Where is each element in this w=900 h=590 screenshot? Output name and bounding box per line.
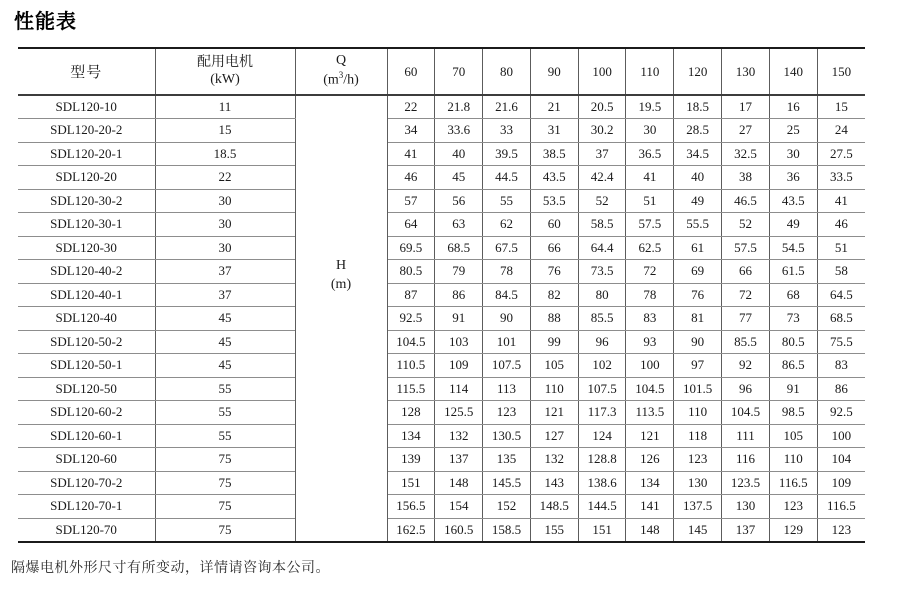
head-value-cell-q70: 45 bbox=[435, 166, 483, 190]
head-value-cell-q140: 129 bbox=[769, 518, 817, 542]
performance-table-body bbox=[18, 95, 865, 542]
head-value-cell-q80: 21.6 bbox=[483, 95, 531, 119]
head-value-cell-q100: 30.2 bbox=[578, 119, 626, 143]
head-value-cell-q100: 117.3 bbox=[578, 401, 626, 425]
head-value-cell-q70: 21.8 bbox=[435, 95, 483, 119]
head-value-cell-q70: 132 bbox=[435, 424, 483, 448]
header-row bbox=[18, 48, 865, 95]
head-value-cell-q80: 55 bbox=[483, 189, 531, 213]
head-value-cell-q130: 32.5 bbox=[722, 142, 770, 166]
head-value-cell-q90: 127 bbox=[530, 424, 578, 448]
head-value-cell-q80: 107.5 bbox=[483, 354, 531, 378]
head-value-cell-q110: 62.5 bbox=[626, 236, 674, 260]
head-value-cell-q70: 56 bbox=[435, 189, 483, 213]
head-value-cell-q140: 105 bbox=[769, 424, 817, 448]
head-value-cell-q130: 85.5 bbox=[722, 330, 770, 354]
head-value-cell-q120: 61 bbox=[674, 236, 722, 260]
head-value-cell-q110: 104.5 bbox=[626, 377, 674, 401]
head-value-cell-q80: 123 bbox=[483, 401, 531, 425]
head-value-cell-q110: 134 bbox=[626, 471, 674, 495]
head-value-cell-q120: 55.5 bbox=[674, 213, 722, 237]
head-value-cell-q70: 109 bbox=[435, 354, 483, 378]
head-value-cell-q100: 102 bbox=[578, 354, 626, 378]
head-value-cell-q130: 130 bbox=[722, 495, 770, 519]
head-value-cell-q80: 67.5 bbox=[483, 236, 531, 260]
head-value-cell-q120: 81 bbox=[674, 307, 722, 331]
page-title: 性能表 bbox=[14, 11, 77, 33]
head-value-cell-q150: 68.5 bbox=[817, 307, 865, 331]
head-value-cell-q130: 17 bbox=[722, 95, 770, 119]
head-value-cell-q130: 66 bbox=[722, 260, 770, 284]
head-value-cell-q130: 46.5 bbox=[722, 189, 770, 213]
head-value-cell-q120: 145 bbox=[674, 518, 722, 542]
motor-kw-cell: 45 bbox=[155, 307, 295, 331]
head-value-cell-q120: 110 bbox=[674, 401, 722, 425]
head-value-cell-q140: 36 bbox=[769, 166, 817, 190]
head-value-cell-q70: 33.6 bbox=[435, 119, 483, 143]
head-value-cell-q110: 141 bbox=[626, 495, 674, 519]
head-value-cell-q130: 38 bbox=[722, 166, 770, 190]
motor-kw-cell: 75 bbox=[155, 495, 295, 519]
head-value-cell-q150: 100 bbox=[817, 424, 865, 448]
head-value-cell-q90: 99 bbox=[530, 330, 578, 354]
head-value-cell-q90: 143 bbox=[530, 471, 578, 495]
head-value-cell-q60: 104.5 bbox=[387, 330, 435, 354]
motor-kw-cell: 11 bbox=[155, 95, 295, 119]
motor-label-line2: (kW) bbox=[210, 71, 240, 87]
head-value-cell-q60: 115.5 bbox=[387, 377, 435, 401]
head-value-cell-q140: 54.5 bbox=[769, 236, 817, 260]
head-value-cell-q70: 154 bbox=[435, 495, 483, 519]
head-value-cell-q100: 42.4 bbox=[578, 166, 626, 190]
head-value-cell-q130: 27 bbox=[722, 119, 770, 143]
head-value-cell-q80: 39.5 bbox=[483, 142, 531, 166]
motor-label-line1: 配用电机 bbox=[197, 54, 253, 70]
head-value-cell-q70: 160.5 bbox=[435, 518, 483, 542]
head-value-cell-q110: 41 bbox=[626, 166, 674, 190]
head-value-cell-q120: 40 bbox=[674, 166, 722, 190]
head-value-cell-q90: 155 bbox=[530, 518, 578, 542]
head-value-cell-q100: 37 bbox=[578, 142, 626, 166]
head-value-cell-q150: 92.5 bbox=[817, 401, 865, 425]
model-cell: SDL120-20-1 bbox=[18, 142, 155, 166]
head-value-cell-q90: 148.5 bbox=[530, 495, 578, 519]
column-header-flow-110: 110 bbox=[626, 48, 674, 95]
head-value-cell-q60: 57 bbox=[387, 189, 435, 213]
head-value-cell-q130: 52 bbox=[722, 213, 770, 237]
head-value-cell-q60: 46 bbox=[387, 166, 435, 190]
model-cell: SDL120-10 bbox=[18, 95, 155, 119]
model-cell: SDL120-40-2 bbox=[18, 260, 155, 284]
head-value-cell-q70: 148 bbox=[435, 471, 483, 495]
head-value-cell-q110: 121 bbox=[626, 424, 674, 448]
head-value-cell-q150: 58 bbox=[817, 260, 865, 284]
head-value-cell-q60: 151 bbox=[387, 471, 435, 495]
head-value-cell-q140: 49 bbox=[769, 213, 817, 237]
motor-kw-cell: 45 bbox=[155, 330, 295, 354]
head-value-cell-q130: 104.5 bbox=[722, 401, 770, 425]
head-value-cell-q90: 121 bbox=[530, 401, 578, 425]
head-value-cell-q90: 60 bbox=[530, 213, 578, 237]
head-value-cell-q110: 57.5 bbox=[626, 213, 674, 237]
table-row bbox=[18, 448, 865, 472]
head-value-cell-q100: 138.6 bbox=[578, 471, 626, 495]
head-value-cell-q60: 92.5 bbox=[387, 307, 435, 331]
head-value-cell-q100: 58.5 bbox=[578, 213, 626, 237]
head-value-cell-q140: 98.5 bbox=[769, 401, 817, 425]
head-value-cell-q150: 86 bbox=[817, 377, 865, 401]
model-cell: SDL120-50 bbox=[18, 377, 155, 401]
head-value-cell-q150: 15 bbox=[817, 95, 865, 119]
table-row bbox=[18, 471, 865, 495]
head-value-cell-q130: 116 bbox=[722, 448, 770, 472]
head-value-cell-q80: 113 bbox=[483, 377, 531, 401]
head-value-cell-q90: 105 bbox=[530, 354, 578, 378]
model-cell: SDL120-60-2 bbox=[18, 401, 155, 425]
model-cell: SDL120-40-1 bbox=[18, 283, 155, 307]
head-value-cell-q140: 25 bbox=[769, 119, 817, 143]
motor-kw-cell: 15 bbox=[155, 119, 295, 143]
head-value-cell-q90: 82 bbox=[530, 283, 578, 307]
head-value-cell-q100: 64.4 bbox=[578, 236, 626, 260]
head-value-cell-q60: 87 bbox=[387, 283, 435, 307]
head-value-cell-q90: 76 bbox=[530, 260, 578, 284]
head-value-cell-q90: 43.5 bbox=[530, 166, 578, 190]
head-value-cell-q60: 80.5 bbox=[387, 260, 435, 284]
head-value-cell-q110: 148 bbox=[626, 518, 674, 542]
column-header-flow-q bbox=[295, 48, 387, 95]
head-value-cell-q140: 91 bbox=[769, 377, 817, 401]
table-row bbox=[18, 307, 865, 331]
head-value-cell-q90: 21 bbox=[530, 95, 578, 119]
head-meters-merged-cell: H (m) bbox=[295, 95, 387, 542]
column-header-flow-130: 130 bbox=[722, 48, 770, 95]
head-value-cell-q150: 83 bbox=[817, 354, 865, 378]
model-cell: SDL120-60 bbox=[18, 448, 155, 472]
head-value-cell-q70: 79 bbox=[435, 260, 483, 284]
head-value-cell-q90: 110 bbox=[530, 377, 578, 401]
head-value-cell-q120: 69 bbox=[674, 260, 722, 284]
motor-kw-cell: 37 bbox=[155, 260, 295, 284]
motor-kw-cell: 30 bbox=[155, 236, 295, 260]
head-value-cell-q100: 85.5 bbox=[578, 307, 626, 331]
column-header-flow-150: 150 bbox=[817, 48, 865, 95]
head-value-cell-q120: 118 bbox=[674, 424, 722, 448]
head-value-cell-q150: 33.5 bbox=[817, 166, 865, 190]
head-value-cell-q120: 76 bbox=[674, 283, 722, 307]
head-value-cell-q120: 49 bbox=[674, 189, 722, 213]
table-row bbox=[18, 518, 865, 542]
head-value-cell-q90: 31 bbox=[530, 119, 578, 143]
head-value-cell-q130: 57.5 bbox=[722, 236, 770, 260]
head-value-cell-q130: 92 bbox=[722, 354, 770, 378]
table-row bbox=[18, 142, 865, 166]
head-value-cell-q100: 20.5 bbox=[578, 95, 626, 119]
table-row bbox=[18, 213, 865, 237]
motor-kw-cell: 55 bbox=[155, 401, 295, 425]
model-cell: SDL120-20 bbox=[18, 166, 155, 190]
head-value-cell-q100: 151 bbox=[578, 518, 626, 542]
head-value-cell-q150: 64.5 bbox=[817, 283, 865, 307]
head-value-cell-q150: 123 bbox=[817, 518, 865, 542]
head-value-cell-q80: 135 bbox=[483, 448, 531, 472]
head-value-cell-q80: 44.5 bbox=[483, 166, 531, 190]
motor-kw-cell: 37 bbox=[155, 283, 295, 307]
column-header-flow-90: 90 bbox=[530, 48, 578, 95]
head-value-cell-q100: 73.5 bbox=[578, 260, 626, 284]
head-value-cell-q100: 144.5 bbox=[578, 495, 626, 519]
head-value-cell-q120: 18.5 bbox=[674, 95, 722, 119]
head-value-cell-q110: 126 bbox=[626, 448, 674, 472]
table-row bbox=[18, 495, 865, 519]
head-value-cell-q90: 88 bbox=[530, 307, 578, 331]
model-cell: SDL120-50-2 bbox=[18, 330, 155, 354]
head-value-cell-q90: 66 bbox=[530, 236, 578, 260]
motor-kw-cell: 55 bbox=[155, 424, 295, 448]
head-value-cell-q120: 101.5 bbox=[674, 377, 722, 401]
head-value-cell-q150: 41 bbox=[817, 189, 865, 213]
column-header-flow-70: 70 bbox=[435, 48, 483, 95]
motor-kw-cell: 30 bbox=[155, 213, 295, 237]
head-value-cell-q60: 128 bbox=[387, 401, 435, 425]
head-value-cell-q100: 128.8 bbox=[578, 448, 626, 472]
table-row bbox=[18, 354, 865, 378]
head-value-cell-q120: 90 bbox=[674, 330, 722, 354]
table-row bbox=[18, 119, 865, 143]
head-value-cell-q110: 72 bbox=[626, 260, 674, 284]
head-value-cell-q120: 137.5 bbox=[674, 495, 722, 519]
motor-kw-cell: 75 bbox=[155, 448, 295, 472]
table-row bbox=[18, 166, 865, 190]
head-value-cell-q90: 53.5 bbox=[530, 189, 578, 213]
model-cell: SDL120-70 bbox=[18, 518, 155, 542]
table-row bbox=[18, 424, 865, 448]
head-value-cell-q110: 100 bbox=[626, 354, 674, 378]
head-value-cell-q140: 116.5 bbox=[769, 471, 817, 495]
head-value-cell-q140: 61.5 bbox=[769, 260, 817, 284]
head-value-cell-q140: 43.5 bbox=[769, 189, 817, 213]
head-value-cell-q150: 109 bbox=[817, 471, 865, 495]
motor-kw-cell: 75 bbox=[155, 471, 295, 495]
head-value-cell-q140: 73 bbox=[769, 307, 817, 331]
head-value-cell-q100: 124 bbox=[578, 424, 626, 448]
q-label-line2: $(m^3/h)$ bbox=[323, 70, 359, 88]
performance-table bbox=[18, 47, 865, 543]
head-value-cell-q70: 125.5 bbox=[435, 401, 483, 425]
head-value-cell-q120: 123 bbox=[674, 448, 722, 472]
head-value-cell-q60: 156.5 bbox=[387, 495, 435, 519]
head-value-cell-q120: 97 bbox=[674, 354, 722, 378]
head-value-cell-q150: 51 bbox=[817, 236, 865, 260]
column-header-flow-100: 100 bbox=[578, 48, 626, 95]
column-header-motor-kw bbox=[155, 48, 295, 95]
head-value-cell-q130: 96 bbox=[722, 377, 770, 401]
table-row bbox=[18, 330, 865, 354]
model-cell: SDL120-70-1 bbox=[18, 495, 155, 519]
head-value-cell-q60: 110.5 bbox=[387, 354, 435, 378]
head-value-cell-q110: 51 bbox=[626, 189, 674, 213]
head-value-cell-q120: 28.5 bbox=[674, 119, 722, 143]
head-value-cell-q100: 107.5 bbox=[578, 377, 626, 401]
head-value-cell-q60: 22 bbox=[387, 95, 435, 119]
head-value-cell-q140: 86.5 bbox=[769, 354, 817, 378]
model-cell: SDL120-30-1 bbox=[18, 213, 155, 237]
footer-note: 隔爆电机外形尺寸有所变动，详情请咨询本公司。 bbox=[11, 561, 330, 576]
motor-kw-cell: 30 bbox=[155, 189, 295, 213]
head-value-cell-q130: 111 bbox=[722, 424, 770, 448]
head-value-cell-q130: 77 bbox=[722, 307, 770, 331]
head-value-cell-q80: 101 bbox=[483, 330, 531, 354]
head-value-cell-q110: 78 bbox=[626, 283, 674, 307]
model-cell: SDL120-20-2 bbox=[18, 119, 155, 143]
motor-kw-cell: 75 bbox=[155, 518, 295, 542]
head-value-cell-q80: 145.5 bbox=[483, 471, 531, 495]
head-value-cell-q110: 30 bbox=[626, 119, 674, 143]
head-value-cell-q130: 72 bbox=[722, 283, 770, 307]
head-value-cell-q80: 84.5 bbox=[483, 283, 531, 307]
column-header-model: 型号 bbox=[18, 48, 155, 95]
head-value-cell-q140: 30 bbox=[769, 142, 817, 166]
table-row bbox=[18, 401, 865, 425]
head-value-cell-q70: 91 bbox=[435, 307, 483, 331]
table-row bbox=[18, 377, 865, 401]
head-value-cell-q100: 80 bbox=[578, 283, 626, 307]
motor-kw-cell: 18.5 bbox=[155, 142, 295, 166]
head-value-cell-q110: 36.5 bbox=[626, 142, 674, 166]
head-value-cell-q60: 64 bbox=[387, 213, 435, 237]
head-value-cell-q80: 78 bbox=[483, 260, 531, 284]
head-value-cell-q70: 103 bbox=[435, 330, 483, 354]
head-value-cell-q60: 134 bbox=[387, 424, 435, 448]
head-value-cell-q150: 116.5 bbox=[817, 495, 865, 519]
model-cell: SDL120-60-1 bbox=[18, 424, 155, 448]
head-value-cell-q100: 96 bbox=[578, 330, 626, 354]
q-label-line1: Q bbox=[335, 53, 347, 69]
model-cell: SDL120-40 bbox=[18, 307, 155, 331]
head-value-cell-q140: 110 bbox=[769, 448, 817, 472]
head-value-cell-q60: 41 bbox=[387, 142, 435, 166]
model-cell: SDL120-50-1 bbox=[18, 354, 155, 378]
head-value-cell-q140: 16 bbox=[769, 95, 817, 119]
head-value-cell-q60: 69.5 bbox=[387, 236, 435, 260]
head-value-cell-q80: 130.5 bbox=[483, 424, 531, 448]
head-value-cell-q80: 62 bbox=[483, 213, 531, 237]
head-value-cell-q130: 137 bbox=[722, 518, 770, 542]
head-value-cell-q110: 83 bbox=[626, 307, 674, 331]
column-header-flow-140: 140 bbox=[769, 48, 817, 95]
head-value-cell-q60: 139 bbox=[387, 448, 435, 472]
head-value-cell-q110: 19.5 bbox=[626, 95, 674, 119]
head-value-cell-q90: 38.5 bbox=[530, 142, 578, 166]
model-cell: SDL120-30-2 bbox=[18, 189, 155, 213]
column-header-flow-120: 120 bbox=[674, 48, 722, 95]
column-header-flow-60: 60 bbox=[387, 48, 435, 95]
head-value-cell-q150: 24 bbox=[817, 119, 865, 143]
table-row bbox=[18, 95, 865, 119]
head-value-cell-q130: 123.5 bbox=[722, 471, 770, 495]
table-row bbox=[18, 236, 865, 260]
head-value-cell-q150: 46 bbox=[817, 213, 865, 237]
head-value-cell-q110: 113.5 bbox=[626, 401, 674, 425]
model-cell: SDL120-30 bbox=[18, 236, 155, 260]
head-value-cell-q80: 158.5 bbox=[483, 518, 531, 542]
head-value-cell-q80: 90 bbox=[483, 307, 531, 331]
head-value-cell-q70: 63 bbox=[435, 213, 483, 237]
head-value-cell-q120: 130 bbox=[674, 471, 722, 495]
table-row bbox=[18, 189, 865, 213]
head-value-cell-q140: 123 bbox=[769, 495, 817, 519]
head-value-cell-q150: 27.5 bbox=[817, 142, 865, 166]
table-row bbox=[18, 283, 865, 307]
motor-kw-cell: 45 bbox=[155, 354, 295, 378]
head-value-cell-q80: 152 bbox=[483, 495, 531, 519]
head-value-cell-q150: 75.5 bbox=[817, 330, 865, 354]
head-value-cell-q110: 93 bbox=[626, 330, 674, 354]
head-value-cell-q70: 40 bbox=[435, 142, 483, 166]
head-value-cell-q140: 80.5 bbox=[769, 330, 817, 354]
head-value-cell-q70: 137 bbox=[435, 448, 483, 472]
table-row bbox=[18, 260, 865, 284]
head-value-cell-q70: 114 bbox=[435, 377, 483, 401]
model-cell: SDL120-70-2 bbox=[18, 471, 155, 495]
head-value-cell-q70: 68.5 bbox=[435, 236, 483, 260]
motor-kw-cell: 22 bbox=[155, 166, 295, 190]
motor-kw-cell: 55 bbox=[155, 377, 295, 401]
head-value-cell-q120: 34.5 bbox=[674, 142, 722, 166]
head-value-cell-q150: 104 bbox=[817, 448, 865, 472]
head-value-cell-q90: 132 bbox=[530, 448, 578, 472]
head-value-cell-q80: 33 bbox=[483, 119, 531, 143]
head-value-cell-q60: 34 bbox=[387, 119, 435, 143]
head-value-cell-q100: 52 bbox=[578, 189, 626, 213]
head-value-cell-q140: 68 bbox=[769, 283, 817, 307]
column-header-flow-80: 80 bbox=[483, 48, 531, 95]
head-value-cell-q60: 162.5 bbox=[387, 518, 435, 542]
head-value-cell-q70: 86 bbox=[435, 283, 483, 307]
